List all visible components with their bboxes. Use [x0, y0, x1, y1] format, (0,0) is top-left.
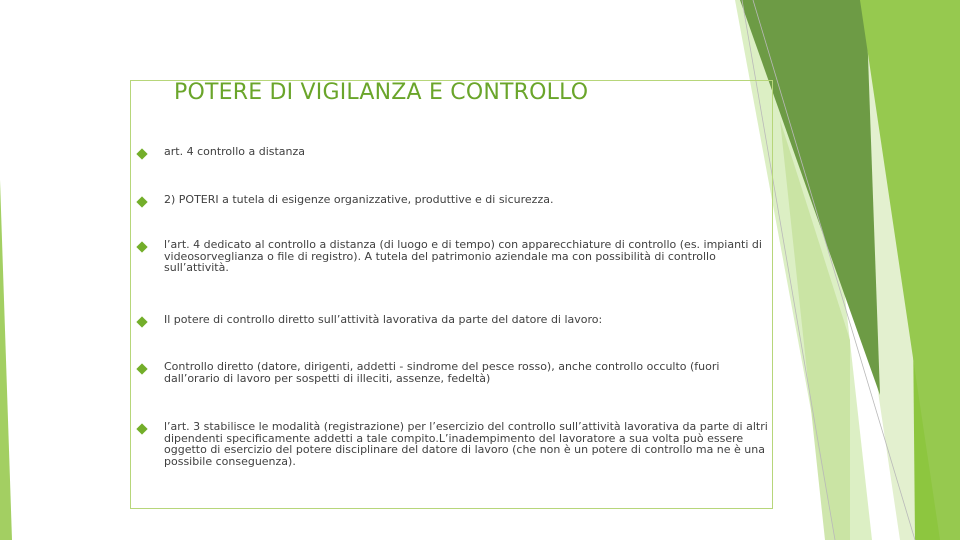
bullet-item [136, 361, 776, 384]
bullet-item [136, 314, 776, 326]
slide-title: POTERE DI VIGILANZA E CONTROLLO [174, 80, 589, 105]
bullet-text: Controllo diretto (datore, dirigenti, addetti - sindrome del pesce rosso), anche controllo occulto (fuori dall’orario di lavoro per sospetti di illeciti, assenze, fedeltà) [164, 360, 720, 385]
diamond-bullet-icon [136, 241, 147, 252]
bullet-text: art. 4 controllo a distanza [164, 145, 306, 158]
bullet-text: l’art. 4 dedicato al controllo a distanza (di luogo e di tempo) con apparecchiature di controllo (es. impianti di videosorveglianza o file di registro). A tutela del patrimonio aziendale ma con possibilità di controllo sull’attività. [164, 238, 762, 274]
bullet-text: Il potere di controllo diretto sull’attività lavorativa da parte del datore di lavoro: [164, 313, 603, 326]
diamond-bullet-icon [136, 363, 147, 374]
bullet-item [136, 421, 776, 467]
bullet-item [136, 194, 776, 206]
diamond-bullet-icon [136, 196, 147, 207]
bullet-item [136, 146, 776, 158]
bullet-item [136, 239, 776, 274]
diamond-bullet-icon [136, 148, 147, 159]
diamond-bullet-icon [136, 423, 147, 434]
diamond-bullet-icon [136, 316, 147, 327]
bullet-text: l’art. 3 stabilisce le modalità (registrazione) per l’esercizio del controllo sull’attività lavorativa da parte di altri dipendenti specificamente addetti a tale compito.L’inadempimento del lavoratore a sua volta può essere oggetto di esercizio del potere disciplinare del datore di lavoro (che non è un potere di controllo ma ne è una possibile conseguenza). [164, 420, 768, 468]
bullet-text: 2) POTERI a tutela di esigenze organizzative, produttive e di sicurezza. [164, 193, 554, 206]
